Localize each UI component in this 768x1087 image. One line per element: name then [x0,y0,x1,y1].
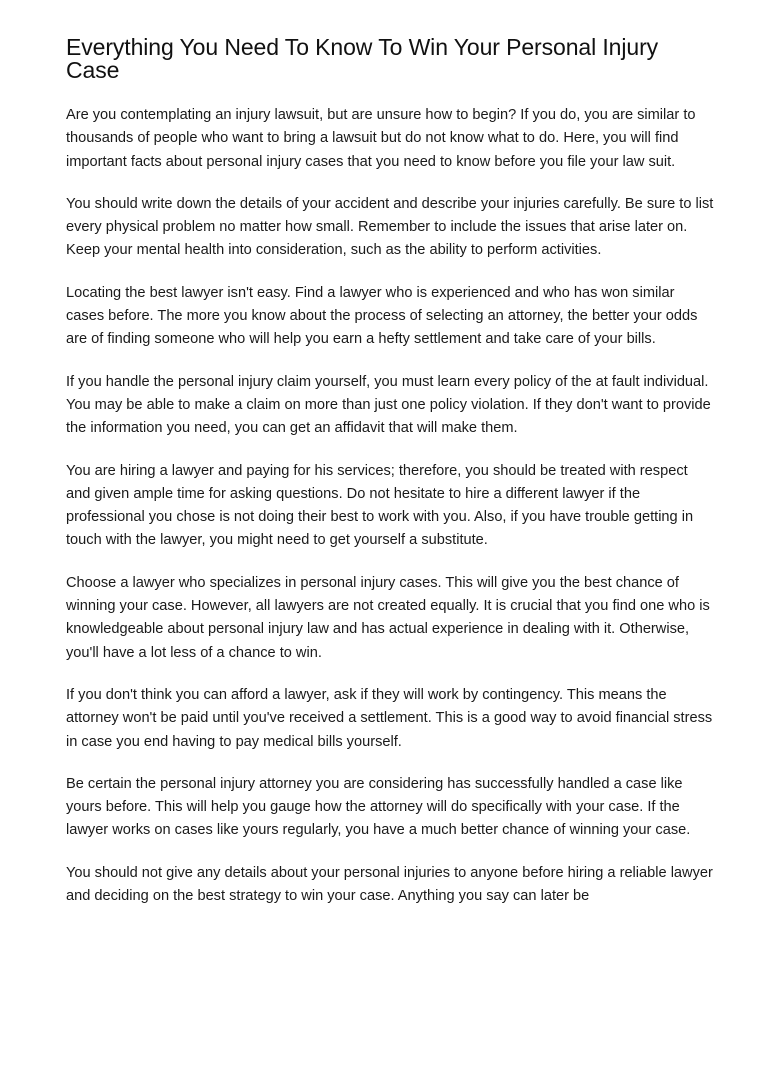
paragraph-7: If you don't think you can afford a lawyer, ask if they will work by contingency. This means the attorney won't be paid until you've received a settlement. This is a good way to avoid financial stress in case you end having to pay medical bills yourself. [66,686,713,750]
paragraph-6: Choose a lawyer who specializes in personal injury cases. This will give you the best chance of winning your case. However, all lawyers are not created equally. It is crucial that you find one who is knowledgeable about personal injury law and has actual experience in dealing with it. Otherwise, you'll have a lot less of a chance to win. [66,574,710,661]
paragraph-5: You are hiring a lawyer and paying for his services; therefore, you should be treated with respect and given ample time for asking questions. Do not hesitate to hire a different lawyer if the professional you chose is not doing their best to work with you. Also, if you have trouble getting in touch with the lawyer, you might need to get yourself a substitute. [66,462,694,549]
paragraph-9: You should not give any details about your personal injuries to anyone before hiring a reliable lawyer and deciding on the best strategy to win your case. Anything you say can later be [66,864,713,905]
paragraph-3: Locating the best lawyer isn't easy. Find a lawyer who is experienced and who has won similar cases before. The more you know about the process of selecting an attorney, the better your odds are of finding someone who will help you earn a hefty settlement and take care of your bills. [66,284,698,348]
document-page [66,36,716,927]
paragraph-8: Be certain the personal injury attorney you are considering has successfully handled a case like yours before. This will help you gauge how the attorney will do specifically with your case. If the lawyer works on cases like yours regularly, you have a much better chance of winning your case. [66,775,691,839]
paragraph-4: If you handle the personal injury claim yourself, you must learn every policy of the at fault individual. You may be able to make a claim on more than just one policy violation. If they don't want to provide the information you need, you can get an affidavit that will make them. [66,373,711,437]
paragraph-1: Are you contemplating an injury lawsuit, but are unsure how to begin? If you do, you are similar to thousands of people who want to bring a lawsuit but do not know what to do. Here, you will find important facts about personal injury cases that you need to know before you file your law suit. [66,107,696,170]
document-title: Everything You Need To Know To Win Your Personal Injury Case [66,34,659,83]
paragraph-2: You should write down the details of your accident and describe your injuries carefully. Be sure to list every physical problem no matter how small. Remember to include the issues that arise later on. Keep your mental health into consideration, such as the ability to perform activities. [66,195,714,259]
